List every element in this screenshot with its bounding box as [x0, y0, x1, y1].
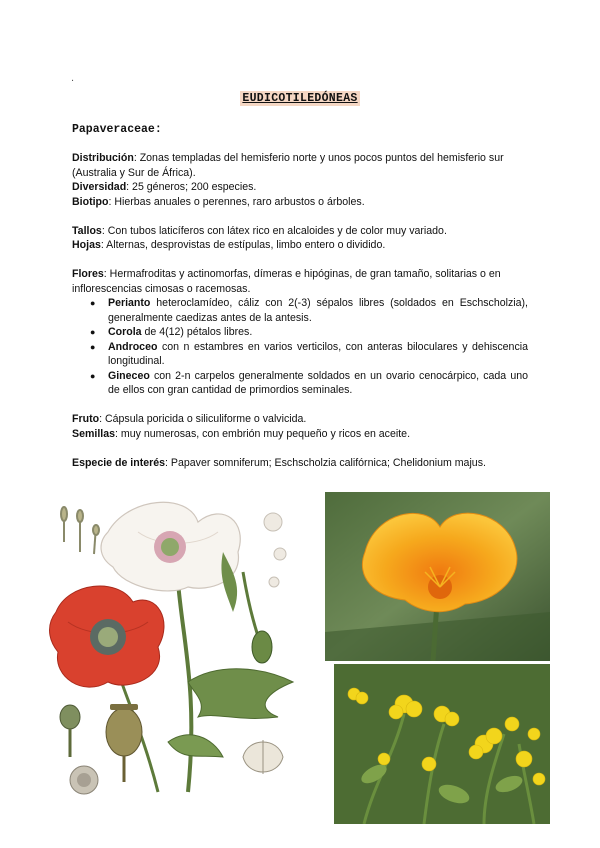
flower-parts-list	[72, 296, 528, 398]
biotipo-paragraph	[72, 195, 528, 210]
biotipo-text: : Hierbas anuales o perennes, raro arbustos o árboles.	[108, 195, 365, 208]
hojas-paragraph	[72, 238, 528, 253]
section-heading	[0, 88, 600, 106]
especie-label: Especie de interés	[72, 456, 166, 469]
california-poppy-photo	[325, 492, 550, 661]
distribucion-text: : Zonas templadas del hemisferio norte y unos pocos puntos del hemisferio sur (Australia y Sur de África).	[72, 152, 504, 179]
diversidad-label: Diversidad	[72, 181, 127, 193]
semillas-label: Semillas	[72, 427, 115, 440]
fruto-label: Fruto	[72, 413, 100, 425]
distribucion-paragraph	[72, 151, 528, 180]
biotipo-label: Biotipo	[72, 195, 109, 208]
family-title: Papaveraceae:	[72, 123, 162, 136]
bullet-text: heteroclamídeo, cáliz con 2(-3) sépalos libres (soldados en Eschscholzia), generalmente caedizas antes de la antesis.	[108, 297, 528, 324]
poppy-botanical-illustration	[48, 492, 304, 802]
distribucion-label: Distribución	[72, 152, 134, 164]
bullet-text: de 4(12) pétalos libres.	[141, 326, 253, 338]
bullet-label: Androceo	[108, 340, 158, 353]
heading-text: EUDICOTILEDÓNEAS	[242, 92, 358, 105]
especie-text: : Papaver somniferum; Eschscholzia califórnica; Chelidonium majus.	[165, 456, 486, 469]
semillas-text: : muy numerosas, con embrión muy pequeño y ricos en aceite.	[115, 427, 411, 440]
bullet-text: con 2-n carpelos generalmente soldados en un ovario cenocárpico, cada uno de ellos con gran cantidad de primordios seminales.	[108, 369, 528, 396]
flores-text: : Hermafroditas y actinomorfas, dímeras e hipóginas, de gran tamaño, solitarias o en inflorescencias cimosas o racemosas.	[72, 268, 501, 295]
especie-paragraph	[72, 456, 528, 471]
bullet-label: Corola	[108, 326, 142, 338]
list-item	[108, 369, 528, 398]
bullet-label: Gineceo	[108, 369, 150, 382]
list-item	[108, 296, 528, 325]
list-item	[108, 340, 528, 369]
fruto-paragraph	[72, 412, 528, 427]
tallos-label: Tallos	[72, 224, 102, 237]
list-item	[108, 325, 528, 340]
diversidad-paragraph	[72, 180, 528, 195]
fruto-text: : Cápsula poricida o siliculiforme o valvicida.	[99, 413, 307, 425]
tallos-text: : Con tubos laticíferos con látex rico en alcaloides y de color muy variado.	[101, 224, 447, 237]
flores-paragraph	[72, 267, 528, 296]
stray-mark: .	[71, 72, 75, 84]
hojas-label: Hojas	[72, 239, 101, 251]
semillas-paragraph	[72, 427, 528, 442]
tallos-paragraph	[72, 224, 528, 239]
diversidad-text: : 25 géneros; 200 especies.	[126, 181, 257, 193]
bullet-text: con n estambres en varios verticilos, con anteras biloculares y dehiscencia longitudinal.	[108, 340, 528, 367]
celandine-photo	[334, 664, 550, 824]
flores-label: Flores	[72, 268, 104, 280]
hojas-text: : Alternas, desprovistas de estípulas, limbo entero o dividido.	[100, 239, 386, 251]
bullet-label: Perianto	[108, 297, 151, 309]
description-body	[72, 151, 528, 470]
